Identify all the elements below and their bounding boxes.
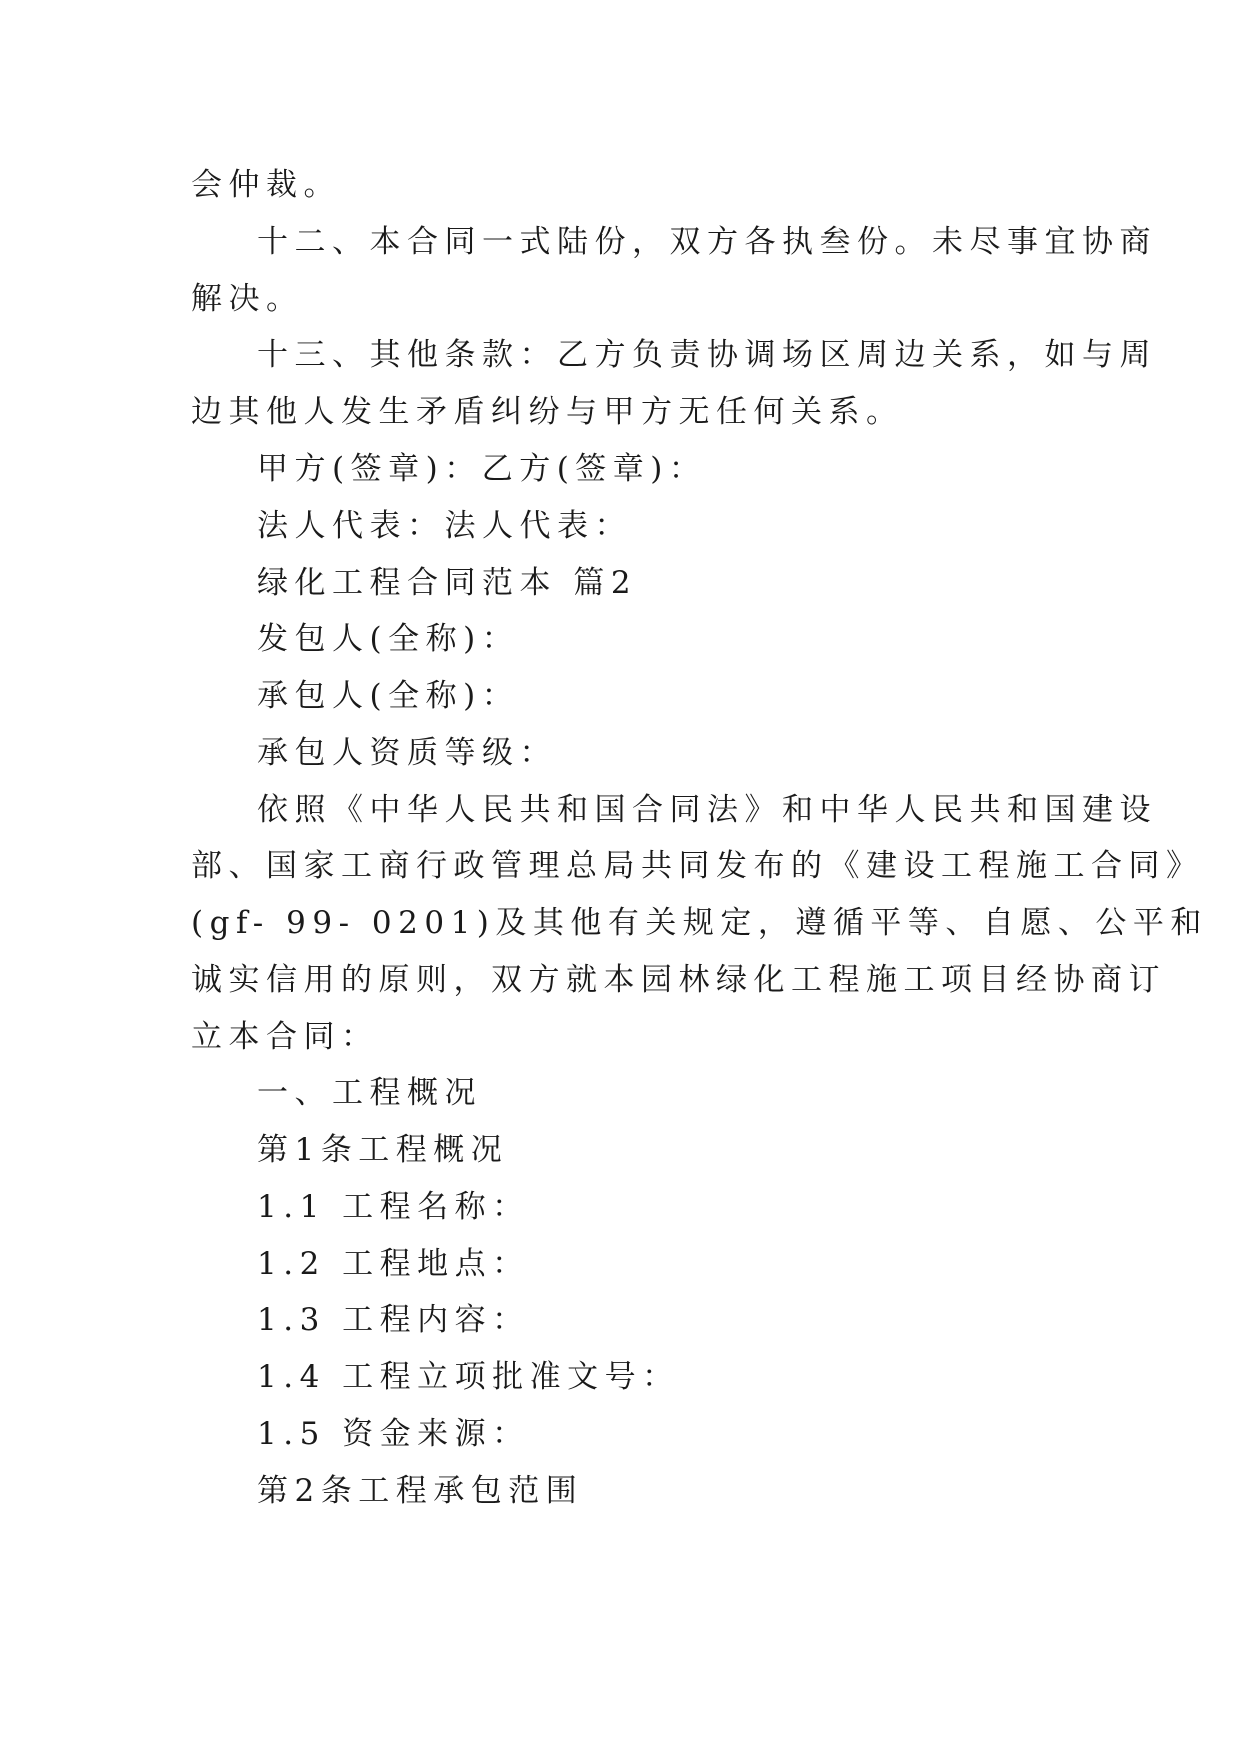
text-line: 1.4 工程立项批准文号： — [257, 1359, 680, 1395]
article-heading: 第1条工程概况 — [257, 1132, 509, 1168]
text-line: 会仲裁。 — [191, 167, 341, 203]
text-line: 1.3 工程内容： — [257, 1302, 530, 1338]
text-line: 部、国家工商行政管理总局共同发布的《建设工程施工合同》 — [191, 848, 1204, 884]
text-line: 1.2 工程地点： — [257, 1246, 530, 1282]
section-heading: 一、工程概况 — [257, 1075, 482, 1111]
section-heading: 绿化工程合同范本 篇2 — [257, 565, 638, 601]
text-line: 发包人(全称)： — [257, 621, 520, 657]
text-line: 诚实信用的原则，双方就本园林绿化工程施工项目经协商订 — [191, 962, 1166, 998]
text-line: 1.5 资金来源： — [257, 1416, 530, 1452]
article-heading: 第2条工程承包范围 — [257, 1473, 584, 1509]
text-line: 甲方(签章)：乙方(签章)： — [257, 451, 707, 487]
text-line: 边其他人发生矛盾纠纷与甲方无任何关系。 — [191, 394, 904, 430]
text-line: 解决。 — [191, 281, 304, 317]
text-line: (gf- 99- 0201)及其他有关规定，遵循平等、自愿、公平和 — [191, 905, 1208, 941]
text-line: 1.1 工程名称： — [257, 1189, 530, 1225]
text-line: 承包人资质等级： — [257, 735, 557, 771]
text-line: 法人代表：法人代表： — [257, 508, 632, 544]
text-line: 十二、本合同一式陆份，双方各执叁份。未尽事宜协商 — [257, 224, 1157, 260]
text-line: 立本合同： — [191, 1019, 379, 1055]
text-line: 十三、其他条款：乙方负责协调场区周边关系，如与周 — [257, 337, 1157, 373]
text-line: 承包人(全称)： — [257, 678, 520, 714]
text-line: 依照《中华人民共和国合同法》和中华人民共和国建设 — [257, 792, 1157, 828]
